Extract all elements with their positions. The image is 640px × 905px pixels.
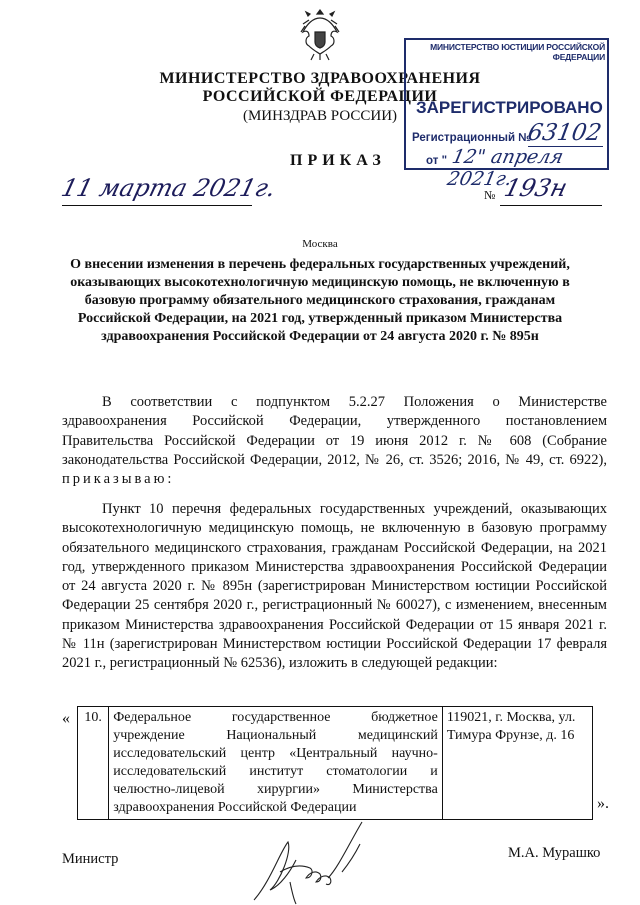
stamp-title: ЗАРЕГИСТРИРОВАНО [416, 98, 603, 117]
stamp-regno-label: Регистрационный № [412, 132, 532, 144]
stamp-regno-value: 63102 [525, 120, 604, 146]
stamp-date-label: от " [426, 155, 448, 167]
order-number: 193н [501, 174, 571, 202]
institution-name: Федеральное государственное бюджетное учреждение Национальный медицинский исследовательский центр «Центральный научно-исследовательский институт стоматологии и челюстно-лицевой хирургии» Министерства здравоохранения Российской Федерации [109, 707, 443, 820]
row-number: 10. [78, 707, 109, 820]
table-row [78, 707, 593, 820]
order-number-line [500, 205, 602, 206]
paragraph-basis-text: В соответствии с подпунктом 5.2.27 Положения о Министерстве здравоохранения Российской Федерации, утвержденного постановлением Правительства Российской Федерации от 19 июня 2012 г. № 608 (Собрание законодательства Российской Федерации, 2012, № 26, ст. 3526; 2016, № 49, ст. 6922), [62, 394, 607, 468]
signer-title: Министр [62, 851, 119, 867]
paragraph-basis [62, 393, 607, 489]
order-title: ПРИКАЗ [290, 152, 386, 169]
signer-name: М.А. Мурашко [508, 845, 601, 861]
stamp-date-value: 12" апреля 2021г. [445, 146, 566, 190]
paragraph-amendment: Пункт 10 перечня федеральных государственных учреждений, оказывающих высокотехнологичную медицинскую помощь, не включенную в базовую программу обязательного медицинского страхования, гражданам Российской Федерации, на 2021 год, утвержденного приказом Министерства здравоохранения Российской Федерации от 24 августа 2020 г. № 895н (зарегистрирован Министерством юстиции Российской Федерации 25 сентября 2020 г., регистрационный № 60027), с изменением, внесенным приказом Министерства здравоохранения Российской Федерации от 15 января 2021 г. № 11н (зарегистрирован Министерством юстиции Российской Федерации 17 февраля 2021 г., регистрационный № 62536), изложить в следующей редакции: [62, 501, 607, 672]
institution-address: 119021, г. Москва, ул. Тимура Фрунзе, д. 16 [442, 707, 592, 820]
coat-of-arms-icon [299, 6, 341, 62]
order-number-label: № [484, 188, 496, 202]
quote-open: « [62, 710, 70, 727]
quote-close: ». [597, 795, 609, 812]
entry-table [77, 706, 593, 820]
stamp-ministry: МИНИСТЕРСТВО ЮСТИЦИИ РОССИЙСКОЙ ФЕДЕРАЦИИ [430, 42, 605, 62]
ministry-name-line1: МИНИСТЕРСТВО ЗДРАВООХРАНЕНИЯ [159, 70, 481, 87]
signature-icon [250, 812, 380, 905]
city: Москва [302, 238, 338, 250]
order-verb: приказываю: [62, 471, 175, 488]
document-title: О внесении изменения в перечень федеральных государственных учреждений, оказывающих высокотехнологичную медицинскую помощь, не включенную в базовую программу обязательного медицинского страхования, гражданам Российской Федерации, на 2021 год, утвержденный приказом Министерства здравоохранения Российской Федерации от 24 августа 2020 г. № 895н [70, 257, 570, 344]
ministry-name-line2: РОССИЙСКОЙ ФЕДЕРАЦИИ [202, 88, 438, 105]
ministry-short-name: (МИНЗДРАВ РОССИИ) [242, 108, 398, 124]
order-date: 11 марта 2021г. [58, 174, 279, 202]
order-date-line [62, 205, 252, 206]
